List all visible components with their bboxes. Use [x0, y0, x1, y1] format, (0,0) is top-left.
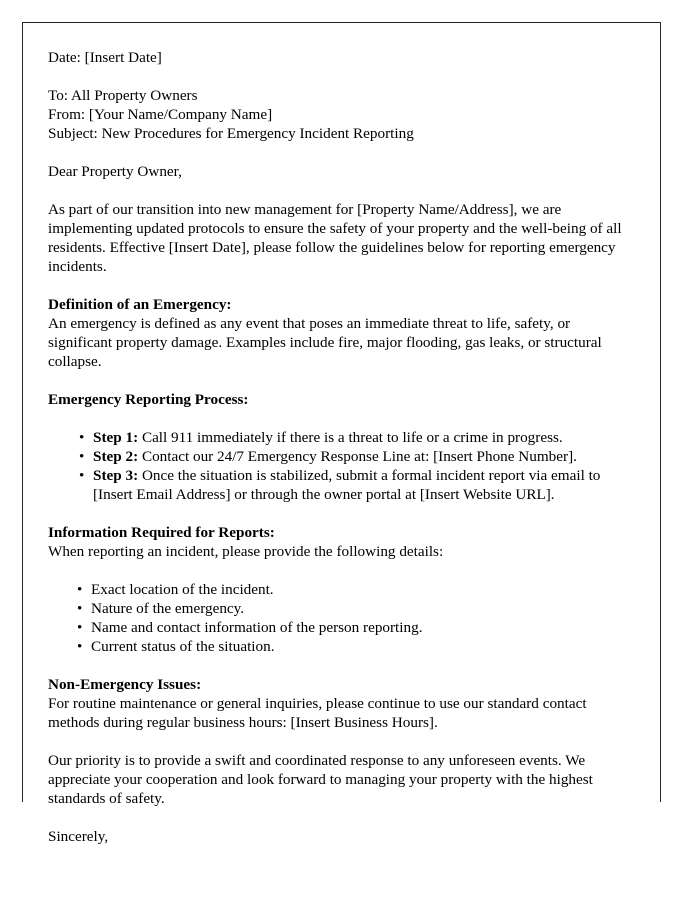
spacer [48, 371, 636, 390]
closing-paragraph: Our priority is to provide a swift and coordinated response to any unforeseen events. We appreciate your cooperation and look forward to managing your property with the highest standards of safety. [48, 752, 593, 807]
list-item: • Current status of the situation. [77, 637, 636, 656]
step-text: Contact our 24/7 Emergency Response Line at: [Insert Phone Number]. [138, 448, 577, 465]
spacer [48, 732, 636, 751]
spacer [48, 504, 636, 523]
step-label: Step 3: [93, 467, 139, 484]
process-heading: Emergency Reporting Process: [48, 391, 249, 408]
list-item: • Exact location of the incident. [77, 580, 636, 599]
spacer [48, 143, 636, 162]
step-label: Step 2: [93, 448, 139, 465]
required-details-list [77, 580, 636, 656]
spacer [48, 808, 636, 827]
to-line: To: All Property Owners [48, 87, 198, 104]
spacer [48, 409, 636, 428]
spacer [48, 656, 636, 675]
list-item [79, 447, 636, 466]
sign-off: Sincerely, [48, 828, 109, 845]
spacer [48, 181, 636, 200]
intro-paragraph: As part of our transition into new management for [Property Name/Address], we are implementing updated protocols to ensure the safety of your property and the well-being of all residents. Effective [Insert Date], please follow the guidelines below for reporting emergency incidents. [48, 201, 622, 275]
definition-body: An emergency is defined as any event that poses an immediate threat to life, safety, or significant property damage. Examples include fire, major flooding, gas leaks, or structural collapse. [48, 315, 602, 370]
information-required-heading: Information Required for Reports: [48, 524, 275, 541]
spacer [48, 561, 636, 580]
list-item [79, 428, 636, 447]
date-line: Date: [Insert Date] [48, 49, 162, 66]
non-emergency-body: For routine maintenance or general inquiries, please continue to use our standard contact methods during regular business hours: [Insert Business Hours]. [48, 695, 587, 731]
from-line: From: [Your Name/Company Name] [48, 106, 273, 123]
document-body [48, 48, 636, 846]
information-required-intro: When reporting an incident, please provide the following details: [48, 543, 444, 560]
spacer [48, 67, 636, 86]
subject-line: Subject: New Procedures for Emergency Incident Reporting [48, 125, 414, 142]
step-label: Step 1: [93, 429, 139, 446]
list-item: • Nature of the emergency. [77, 599, 636, 618]
list-item: • Name and contact information of the person reporting. [77, 618, 636, 637]
list-item [79, 466, 636, 504]
salutation: Dear Property Owner, [48, 163, 182, 180]
non-emergency-heading: Non-Emergency Issues: [48, 676, 202, 693]
document-page [22, 22, 661, 845]
step-text: Once the situation is stabilized, submit a formal incident report via email to [Insert Email Address] or through the owner portal at [Insert Website URL]. [93, 467, 601, 503]
definition-heading: Definition of an Emergency: [48, 296, 232, 313]
emergency-steps-list [79, 428, 636, 504]
step-text: Call 911 immediately if there is a threat to life or a crime in progress. [138, 429, 563, 446]
spacer [48, 276, 636, 295]
